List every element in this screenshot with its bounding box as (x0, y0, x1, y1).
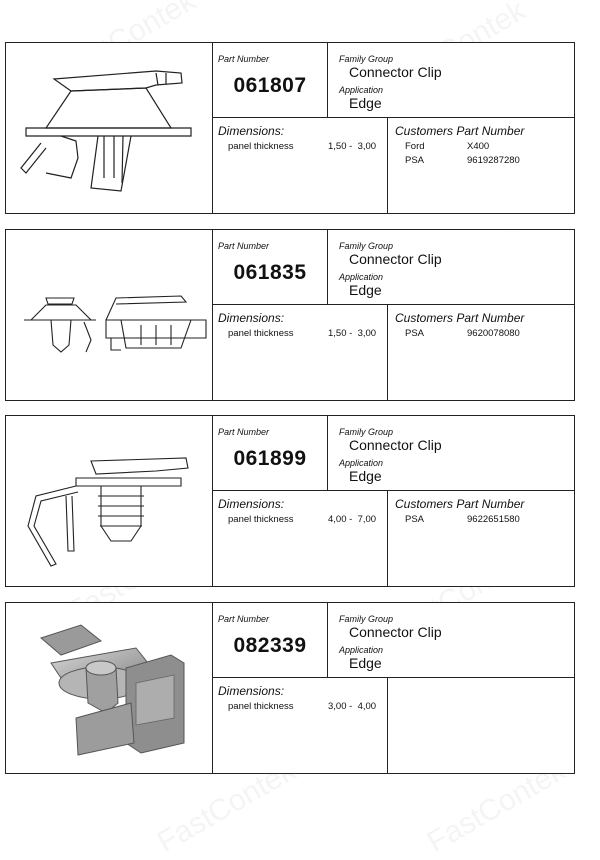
part-number: 082339 (233, 634, 307, 657)
dimension-name: panel thickness (228, 328, 294, 339)
part-render (6, 603, 213, 773)
dimension-range: 1,50 - 3,00 (328, 328, 377, 339)
part-number-label: Part Number (218, 614, 270, 624)
family-group: Connector Clip (349, 251, 442, 267)
family-cell (328, 416, 574, 491)
part-number: 061899 (233, 447, 307, 470)
dimension-name: panel thickness (228, 514, 294, 525)
dimensions-cell (213, 491, 388, 586)
part-drawing (6, 230, 213, 400)
family-group: Connector Clip (349, 64, 442, 80)
part-card (5, 229, 575, 401)
family-group: Connector Clip (349, 437, 442, 453)
part-number: 061835 (233, 261, 307, 284)
part-number-label: Part Number (218, 241, 270, 251)
part-drawing (6, 43, 213, 213)
dimension-range: 3,00 - 4,00 (328, 701, 377, 712)
family-group-label: Family Group (339, 614, 394, 624)
part-drawing (6, 416, 213, 586)
customers-title: Customers Part Number (395, 124, 525, 138)
family-cell (328, 603, 574, 678)
customer-ref: X400 (467, 141, 490, 152)
dimension-range: 4,00 - 7,00 (328, 514, 377, 525)
dimension-range: 1,50 - 3,00 (328, 141, 377, 152)
customer-maker: PSA (405, 328, 425, 339)
application-label: Application (339, 645, 384, 655)
part-number-label: Part Number (218, 54, 270, 64)
customer-maker: PSA (405, 514, 425, 525)
part-card (5, 602, 575, 774)
part-card (5, 415, 575, 587)
part-card (5, 42, 575, 214)
dimensions-title: Dimensions: (218, 684, 285, 698)
customer-maker: Ford (405, 141, 425, 152)
dimensions-cell (213, 118, 388, 213)
customers-title: Customers Part Number (395, 497, 525, 511)
dimensions-cell (213, 678, 388, 773)
family-cell (328, 43, 574, 118)
family-group-label: Family Group (339, 241, 394, 251)
part-number-cell (213, 603, 328, 678)
dimension-name: panel thickness (228, 701, 294, 712)
customer-ref: 9619287280 (467, 155, 520, 166)
application: Edge (349, 468, 382, 484)
customers-cell (388, 305, 574, 400)
application-label: Application (339, 85, 384, 95)
dimensions-cell (213, 305, 388, 400)
family-group-label: Family Group (339, 427, 394, 437)
family-cell (328, 230, 574, 305)
dimensions-title: Dimensions: (218, 497, 285, 511)
customers-cell (388, 678, 574, 773)
dimensions-title: Dimensions: (218, 124, 285, 138)
family-group: Connector Clip (349, 624, 442, 640)
customer-ref: 9622651580 (467, 514, 520, 525)
family-group-label: Family Group (339, 54, 394, 64)
part-number: 061807 (233, 74, 307, 97)
part-number-cell (213, 43, 328, 118)
application-label: Application (339, 458, 384, 468)
customer-maker: PSA (405, 155, 425, 166)
application-label: Application (339, 272, 384, 282)
application: Edge (349, 95, 382, 111)
part-number-label: Part Number (218, 427, 270, 437)
customer-ref: 9620078080 (467, 328, 520, 339)
application: Edge (349, 282, 382, 298)
dimensions-title: Dimensions: (218, 311, 285, 325)
customers-cell (388, 491, 574, 586)
application: Edge (349, 655, 382, 671)
customers-title: Customers Part Number (395, 311, 525, 325)
part-number-cell (213, 416, 328, 491)
customers-cell (388, 118, 574, 213)
part-number-cell (213, 230, 328, 305)
dimension-name: panel thickness (228, 141, 294, 152)
